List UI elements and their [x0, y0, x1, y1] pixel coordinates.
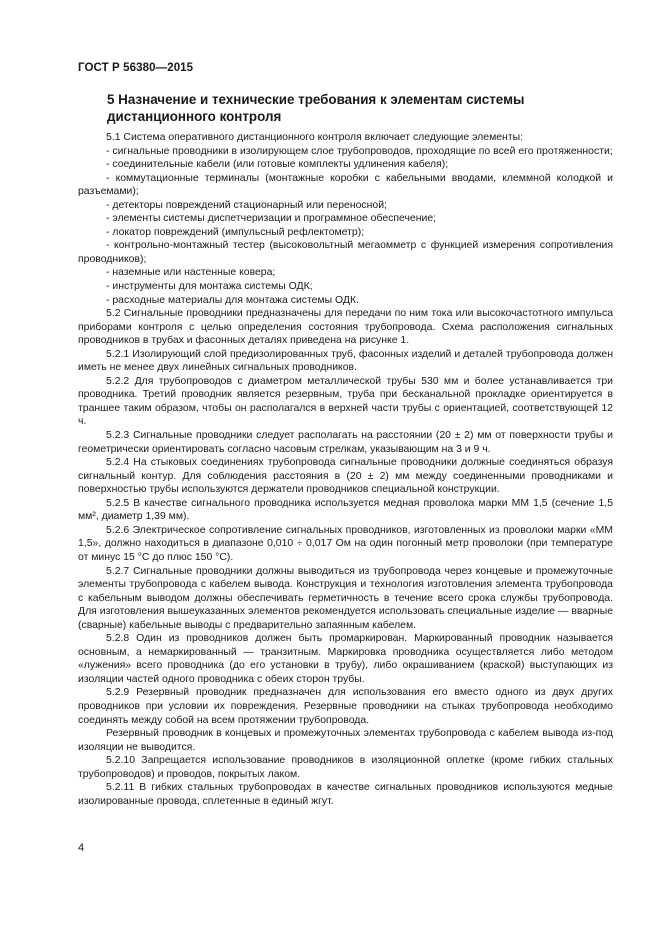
paragraph-5-2-9-note: Резервный проводник в концевых и промежуточных элементах трубопровода с кабелем вывода из-под изоляции не выводится. — [78, 728, 613, 753]
list-item: - наземные или настенные ковера; — [106, 267, 276, 279]
list-item: - локатор повреждений (импульсный рефлектометр); — [106, 226, 365, 238]
paragraph-5-2: 5.2 Сигнальные проводники предназначены для передачи по ним тока или высокочастотного импульса приборами контроля с целью определения состояния трубопровода. Схема расположения сигнальных проводников в трубах и фасонных деталях приведена на рисунке 1. — [78, 308, 613, 347]
list-item: - контрольно-монтажный тестер (высоковольтный мегаомметр с функцией измерения сопротивления проводников); — [78, 240, 613, 265]
paragraph-5-2-3: 5.2.3 Сигнальные проводники следует располагать на расстоянии (20 ± 2) мм от поверхности трубы и геометрически ориентировать согласно часовым стрелкам, указывающим на 3 и 9 ч. — [78, 430, 613, 455]
paragraph-5-2-5: 5.2.5 В качестве сигнального проводника используется медная проволока марки ММ 1,5 (сечение 1,5 мм², диаметр 1,39 мм). — [78, 497, 613, 523]
list-item: - соединительные кабели (или готовые комплекты удлинения кабеля); — [106, 159, 449, 171]
paragraph-5-2-11: 5.2.11 В гибких стальных трубопроводах в качестве сигнальных проводников используются медные изолированные провода, сплетенные в единый жгут. — [78, 782, 613, 807]
list-item: - коммутационные терминалы (монтажные коробки с кабельными вводами, клеммной колодкой и разъемами); — [78, 172, 613, 198]
document-header: ГОСТ Р 56380—2015 — [78, 62, 194, 74]
list-item: - инструменты для монтажа системы ОДК; — [106, 281, 313, 293]
paragraph-5-2-1: 5.2.1 Изолирующий слой предизолированных труб, фасонных изделий и деталей трубопровода должен иметь не менее двух линейных сигнальных проводников. — [78, 348, 613, 374]
paragraph-5-2-8: 5.2.8 Один из проводников должен быть промаркирован. Маркированный проводник называется основным, а немаркированный — транзитным. Маркировка проводника осуществляется либо методом «лужения» всего проводника (до его установки в трубу), либо окрашиванием (краской) выступающих из изоляции частей одного проводника с обеих сторон трубы. — [78, 633, 613, 685]
paragraph-5-2-6: 5.2.6 Электрическое сопротивление сигнальных проводников, изготовленных из проволоки марки «ММ 1,5», должно находиться в диапазоне 0,010 ÷ 0,017 Ом на один погонный метр проволоки (при температуре от минус 15 °С до плюс 150 °С). — [78, 524, 613, 563]
paragraph-5-2-4: 5.2.4 На стыковых соединениях трубопровода сигнальные проводники должные соединяться образуя сигнальный контур. Для соблюдения расстояния в (20 ± 2) мм между соединенными проводниками и поверхностью трубы используются держатели проводников специальной конструкции. — [78, 457, 613, 496]
paragraph-5-1: 5.1 Система оперативного дистанционного контроля включает следующие элементы: — [106, 132, 524, 143]
page-number: 4 — [78, 842, 85, 854]
paragraph-5-2-7: 5.2.7 Сигнальные проводники должны выводиться из трубопровода через концевые и промежуточные элементы трубопровода с кабелем вывода. Конструкция и технология изготовления элемента трубопровода с кабельным выводом должны обеспечивать герметичность в течение всего срока службы трубопровода. Для изготовления вышеуказанных элементов рекомендуется использовать специальные изделие — вварные (сварные) кабельные выводы с предварительно запаянным кабелем. — [78, 565, 613, 631]
list-item: - детекторы повреждений стационарный или переносной; — [106, 199, 387, 211]
list-item: - расходные материалы для монтажа системы ОДК. — [106, 294, 359, 306]
paragraph-5-2-9: 5.2.9 Резервный проводник предназначен для использования его вместо одного из двух других проводников при условии их повреждения. Резервные проводники на стыках трубопровода необходимо соединять между собой на всем протяжении трубопровода. — [78, 687, 613, 726]
section-title: 5 Назначение и технические требования к элементам системы дистанционного контроля — [107, 92, 525, 124]
paragraph-5-2-10: 5.2.10 Запрещается использование проводников в изоляционной оплетке (кроме гибких стальных трубопроводов) и проводов, покрытых лаком. — [78, 755, 613, 780]
section-body — [78, 131, 613, 808]
paragraph-5-2-2: 5.2.2 Для трубопроводов с диаметром металлической трубы 530 мм и более устанавливается три проводника. Третий проводник является резервным, труба при бесканальной прокладке ориентируется в траншее таким образом, чтобы он располагался в верхней части трубы с ориентацией, соответствующей 12 ч. — [78, 375, 613, 428]
list-item: - сигнальные проводники в изолирующем слое трубопроводов, проходящие по всей его протяженности; — [106, 145, 613, 157]
list-item: - элементы системы диспетчеризации и программное обеспечение; — [106, 213, 437, 225]
